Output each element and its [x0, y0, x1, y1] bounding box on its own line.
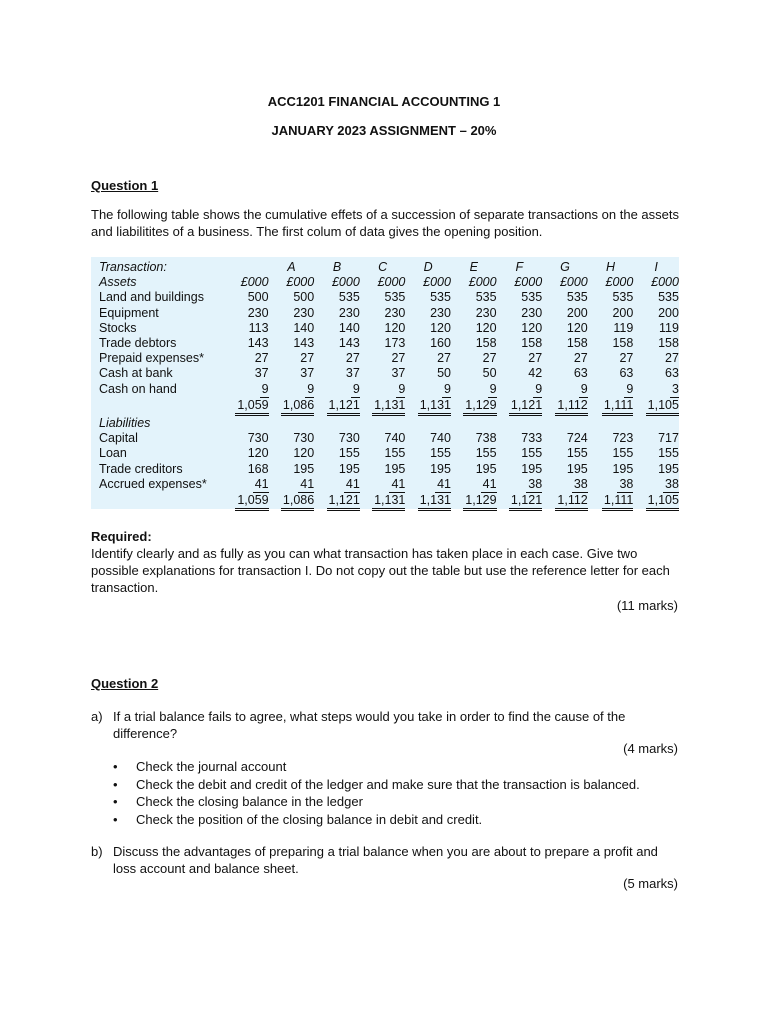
- table-cell: 535: [475, 290, 497, 305]
- total-cell-value: 1,131: [418, 493, 451, 511]
- row-label: Accrued expenses*: [99, 477, 207, 492]
- table-cell-value: 9: [579, 382, 588, 398]
- table-cell: 200: [658, 305, 679, 320]
- table-cell: 535: [384, 290, 406, 305]
- table-cell: 535: [612, 290, 634, 305]
- question-2a-marks: (4 marks): [623, 741, 678, 756]
- liabilities-header-row: [99, 416, 679, 431]
- table-cell: 119: [659, 320, 679, 335]
- table-cell: 740: [430, 431, 451, 446]
- table-cell: 140: [338, 320, 360, 335]
- table-cell: 535: [658, 290, 679, 305]
- row-label: Prepaid expenses*: [99, 351, 204, 366]
- table-cell: 63: [665, 366, 679, 381]
- unit-label: £000: [651, 275, 679, 290]
- table-cell: 27: [482, 351, 497, 366]
- total-cell: [542, 493, 588, 511]
- answer-item: • Check the debit and credit of the ledger and make sure that the transaction is balanced.: [91, 776, 640, 794]
- table-header-row: [99, 260, 679, 275]
- empty-cell: [542, 416, 588, 431]
- total-cell-value: 1,121: [509, 493, 542, 511]
- unit-label: £000: [559, 275, 588, 290]
- total-cell-value: 1,121: [327, 398, 360, 416]
- question-2a-letter: a): [91, 709, 103, 724]
- row-label: Loan: [99, 446, 127, 461]
- transaction-label: Transaction:: [99, 260, 167, 274]
- column-letter: F: [515, 260, 524, 274]
- table-cell: 535: [566, 290, 588, 305]
- table-cell: 168: [247, 461, 269, 476]
- table-cell: 27: [573, 351, 588, 366]
- table-cell: [360, 382, 406, 398]
- total-cell-value: 1,111: [602, 493, 633, 511]
- table-cell: 200: [612, 305, 634, 320]
- table-cell: 717: [658, 431, 679, 446]
- table-cell: 195: [293, 461, 315, 476]
- table-row: [99, 477, 679, 493]
- table-row: [99, 366, 679, 381]
- table-cell-value: 41: [344, 477, 360, 493]
- total-cell-value: 1,059: [235, 493, 268, 511]
- table-cell: 143: [338, 336, 360, 351]
- table-cell: [360, 477, 406, 493]
- table-cell: 724: [566, 431, 588, 446]
- table-cell: 195: [430, 461, 451, 476]
- total-cell: [405, 398, 451, 416]
- total-cell-value: 1,105: [646, 493, 679, 511]
- transactions-table-panel: [91, 257, 679, 509]
- total-cell: [633, 398, 679, 416]
- table-cell: 500: [293, 290, 315, 305]
- row-label: Trade creditors: [99, 461, 183, 476]
- table-cell: [314, 477, 360, 493]
- table-cell: 120: [384, 320, 406, 335]
- total-cell: [314, 398, 360, 416]
- table-cell: 230: [338, 305, 360, 320]
- table-row: [99, 321, 679, 336]
- row-label: Cash at bank: [99, 366, 173, 381]
- table-row: [99, 431, 679, 446]
- row-label: Trade debtors: [99, 336, 177, 351]
- column-letter: I: [654, 260, 658, 274]
- table-cell: [269, 477, 315, 493]
- total-cell-value: 1,059: [235, 398, 268, 416]
- total-cell: [588, 493, 634, 511]
- table-cell-value: 9: [260, 382, 269, 398]
- unit-label: £000: [331, 275, 360, 290]
- table-cell: 158: [475, 336, 497, 351]
- table-unit-row: [99, 275, 679, 290]
- table-row: [99, 336, 679, 351]
- unit-label: £000: [240, 275, 269, 290]
- table-cell: 195: [384, 461, 406, 476]
- table-cell: 158: [612, 336, 634, 351]
- table-cell: 63: [573, 366, 588, 381]
- table-cell-value: 38: [572, 477, 588, 493]
- table-cell: [269, 382, 315, 398]
- empty-cell: [633, 416, 679, 431]
- question-1-heading: Question 1: [91, 178, 159, 193]
- empty-cell: [360, 416, 406, 431]
- table-cell-value: 9: [533, 382, 542, 398]
- table-cell: 230: [521, 305, 543, 320]
- table-cell-value: 3: [670, 382, 679, 398]
- total-cell: [451, 493, 497, 511]
- empty-cell: [588, 416, 634, 431]
- table-cell-value: 41: [298, 477, 314, 493]
- table-cell: 120: [566, 320, 588, 335]
- question-2b: [91, 843, 681, 877]
- table-cell: 173: [384, 336, 406, 351]
- table-cell: 195: [612, 461, 634, 476]
- unit-label: £000: [377, 275, 406, 290]
- table-cell: 740: [384, 431, 406, 446]
- table-cell: 158: [658, 336, 679, 351]
- course-title: ACC1201 FINANCIAL ACCOUNTING 1: [267, 94, 501, 109]
- total-cell-value: 1,121: [327, 493, 360, 511]
- empty-cell: [269, 416, 315, 431]
- table-cell: [542, 382, 588, 398]
- table-cell: 730: [293, 431, 315, 446]
- table-cell: [223, 382, 269, 398]
- table-cell: 160: [430, 336, 451, 351]
- table-cell: 155: [658, 446, 679, 461]
- table-cell: 158: [566, 336, 588, 351]
- table-cell: [451, 382, 497, 398]
- total-cell: [223, 493, 269, 511]
- table-cell: 195: [475, 461, 497, 476]
- table-cell: 723: [612, 431, 634, 446]
- table-cell: 230: [384, 305, 406, 320]
- answer-item: • Check the journal account: [91, 758, 640, 776]
- table-cell: 158: [521, 336, 543, 351]
- total-cell: [497, 493, 543, 511]
- table-cell: [633, 477, 679, 493]
- table-cell-value: 9: [305, 382, 314, 398]
- total-cell: [269, 493, 315, 511]
- table-cell-value: 38: [617, 477, 633, 493]
- empty-cell: [497, 416, 543, 431]
- table-cell-value: 9: [396, 382, 405, 398]
- table-cell: 230: [247, 305, 269, 320]
- table-cell: 42: [528, 366, 543, 381]
- total-cell-value: 1,086: [281, 493, 314, 511]
- table-row: [99, 462, 679, 477]
- column-letter: [223, 260, 269, 275]
- table-cell-value: 38: [526, 477, 542, 493]
- unit-label: £000: [286, 275, 315, 290]
- assignment-title: JANUARY 2023 ASSIGNMENT – 20%: [271, 123, 497, 138]
- table-cell: 500: [247, 290, 269, 305]
- answer-list: [91, 758, 640, 828]
- table-cell: 143: [293, 336, 315, 351]
- table-cell: 50: [437, 366, 451, 381]
- empty-cell: [451, 416, 497, 431]
- unit-label: £000: [423, 275, 451, 290]
- total-cell-value: 1,129: [463, 398, 496, 416]
- row-label: [99, 493, 223, 511]
- table-cell: [588, 477, 634, 493]
- transactions-table: [99, 260, 679, 511]
- table-cell: 155: [612, 446, 634, 461]
- table-row: [99, 382, 679, 398]
- table-cell-value: 41: [389, 477, 405, 493]
- table-cell: 155: [338, 446, 360, 461]
- table-cell: 27: [391, 351, 406, 366]
- total-cell: [314, 493, 360, 511]
- column-letter: H: [606, 260, 616, 274]
- table-row: [99, 446, 679, 461]
- total-cell-value: 1,112: [555, 493, 587, 511]
- question-2b-text: Discuss the advantages of preparing a trial balance when you are about to prepare a profit and loss account and balance sheet.: [113, 844, 658, 876]
- table-cell-value: 38: [663, 477, 679, 493]
- table-cell: 230: [475, 305, 497, 320]
- table-cell: 37: [300, 366, 315, 381]
- question-2a-text: If a trial balance fails to agree, what steps would you take in order to find the cause of the difference?: [113, 709, 626, 741]
- total-cell-value: 1,111: [602, 398, 633, 416]
- row-label: [99, 398, 223, 416]
- table-cell: 155: [521, 446, 543, 461]
- total-cell: [223, 398, 269, 416]
- table-cell: [633, 382, 679, 398]
- total-cell-value: 1,112: [555, 398, 587, 416]
- total-cell: [360, 493, 406, 511]
- table-cell: 27: [254, 351, 269, 366]
- row-label: Capital: [99, 431, 138, 446]
- table-cell: 738: [475, 431, 497, 446]
- total-cell: [360, 398, 406, 416]
- answer-item: • Check the position of the closing balance in debit and credit.: [91, 811, 640, 829]
- table-cell: 120: [475, 320, 497, 335]
- column-letter: B: [332, 260, 342, 274]
- table-cell: 37: [345, 366, 360, 381]
- column-letter: A: [287, 260, 296, 274]
- total-cell-value: 1,131: [372, 493, 405, 511]
- table-cell-value: 9: [624, 382, 633, 398]
- table-cell: 120: [247, 446, 269, 461]
- table-cell: 230: [430, 305, 451, 320]
- empty-cell: [405, 416, 451, 431]
- table-cell: 27: [300, 351, 315, 366]
- row-label: Cash on hand: [99, 382, 177, 397]
- table-cell: [497, 477, 543, 493]
- table-cell: 140: [293, 320, 315, 335]
- liabilities-total-row: [99, 493, 679, 511]
- table-cell: 120: [293, 446, 315, 461]
- table-cell-value: 41: [435, 477, 451, 493]
- total-cell: [451, 398, 497, 416]
- table-cell-value: 9: [351, 382, 360, 398]
- table-cell: 63: [619, 366, 634, 381]
- table-row: [99, 351, 679, 366]
- table-cell: 535: [430, 290, 451, 305]
- table-cell: 119: [613, 320, 634, 335]
- total-cell: [405, 493, 451, 511]
- table-cell: 143: [247, 336, 269, 351]
- required-text: Identify clearly and as fully as you can what transaction has taken place in each case. Give two possible explanations for transaction I. Do not copy out the table but use the reference letter for each transaction.: [91, 546, 670, 595]
- table-cell-value: 41: [481, 477, 497, 493]
- required-label: Required:: [91, 529, 152, 544]
- table-cell: 27: [665, 351, 679, 366]
- question-2b-letter: b): [91, 844, 103, 859]
- table-cell: 113: [248, 320, 269, 335]
- table-row: [99, 306, 679, 321]
- answer-item: • Check the closing balance in the ledger: [91, 793, 640, 811]
- question-2-heading: Question 2: [91, 676, 159, 691]
- total-cell-value: 1,131: [418, 398, 451, 416]
- total-cell: [542, 398, 588, 416]
- column-letter: G: [560, 260, 570, 274]
- table-cell: [542, 477, 588, 493]
- total-cell-value: 1,121: [509, 398, 542, 416]
- total-cell: [269, 398, 315, 416]
- table-cell-value: 9: [488, 382, 497, 398]
- unit-label: £000: [468, 275, 497, 290]
- table-cell: 120: [521, 320, 543, 335]
- total-cell: [588, 398, 634, 416]
- table-cell: 37: [391, 366, 406, 381]
- table-cell: 733: [521, 431, 543, 446]
- table-cell: 730: [247, 431, 269, 446]
- column-letter: E: [469, 260, 478, 274]
- table-cell-value: 9: [442, 382, 451, 398]
- table-cell: 535: [338, 290, 360, 305]
- table-row: [99, 290, 679, 305]
- question-1-intro: The following table shows the cumulative effets of a succession of separate transactions on the assets and liabilitites of a business. The first colum of data gives the opening position.: [91, 207, 679, 239]
- table-cell: [497, 382, 543, 398]
- row-label: Land and buildings: [99, 290, 204, 305]
- total-cell-value: 1,129: [463, 493, 496, 511]
- liabilities-label: Liabilities: [99, 416, 151, 431]
- table-cell: 155: [566, 446, 588, 461]
- table-cell: 195: [566, 461, 588, 476]
- table-cell: 195: [521, 461, 543, 476]
- table-cell: [314, 382, 360, 398]
- total-cell: [633, 493, 679, 511]
- table-cell: 27: [528, 351, 543, 366]
- question-2b-marks: (5 marks): [623, 876, 678, 891]
- table-cell: 27: [619, 351, 634, 366]
- assets-total-row: [99, 398, 679, 416]
- table-cell: [405, 382, 451, 398]
- question-1-marks: (11 marks): [616, 598, 678, 613]
- unit-label: £000: [514, 275, 543, 290]
- table-cell: [588, 382, 634, 398]
- row-label: Equipment: [99, 305, 159, 320]
- assets-label: Assets: [99, 275, 137, 290]
- column-letter: C: [378, 260, 388, 274]
- table-cell: [223, 477, 269, 493]
- question-2a: [91, 708, 681, 742]
- table-cell: 27: [345, 351, 360, 366]
- table-cell: 200: [566, 305, 588, 320]
- table-cell: 195: [338, 461, 360, 476]
- row-label: Stocks: [99, 320, 137, 335]
- column-letter: D: [423, 260, 433, 274]
- table-cell: 37: [254, 366, 269, 381]
- total-cell: [497, 398, 543, 416]
- table-cell: 730: [338, 431, 360, 446]
- table-cell-value: 41: [253, 477, 269, 493]
- total-cell-value: 1,105: [646, 398, 679, 416]
- table-cell: 50: [482, 366, 497, 381]
- table-cell: 195: [658, 461, 679, 476]
- table-cell: 230: [293, 305, 315, 320]
- table-cell: 120: [430, 320, 451, 335]
- unit-label: £000: [605, 275, 634, 290]
- table-cell: 155: [384, 446, 406, 461]
- empty-cell: [314, 416, 360, 431]
- table-cell: 155: [475, 446, 497, 461]
- table-cell: 27: [437, 351, 451, 366]
- table-cell: [451, 477, 497, 493]
- table-cell: 155: [430, 446, 451, 461]
- total-cell-value: 1,131: [372, 398, 405, 416]
- table-cell: [405, 477, 451, 493]
- table-cell: 535: [521, 290, 543, 305]
- total-cell-value: 1,086: [281, 398, 314, 416]
- empty-cell: [223, 416, 269, 431]
